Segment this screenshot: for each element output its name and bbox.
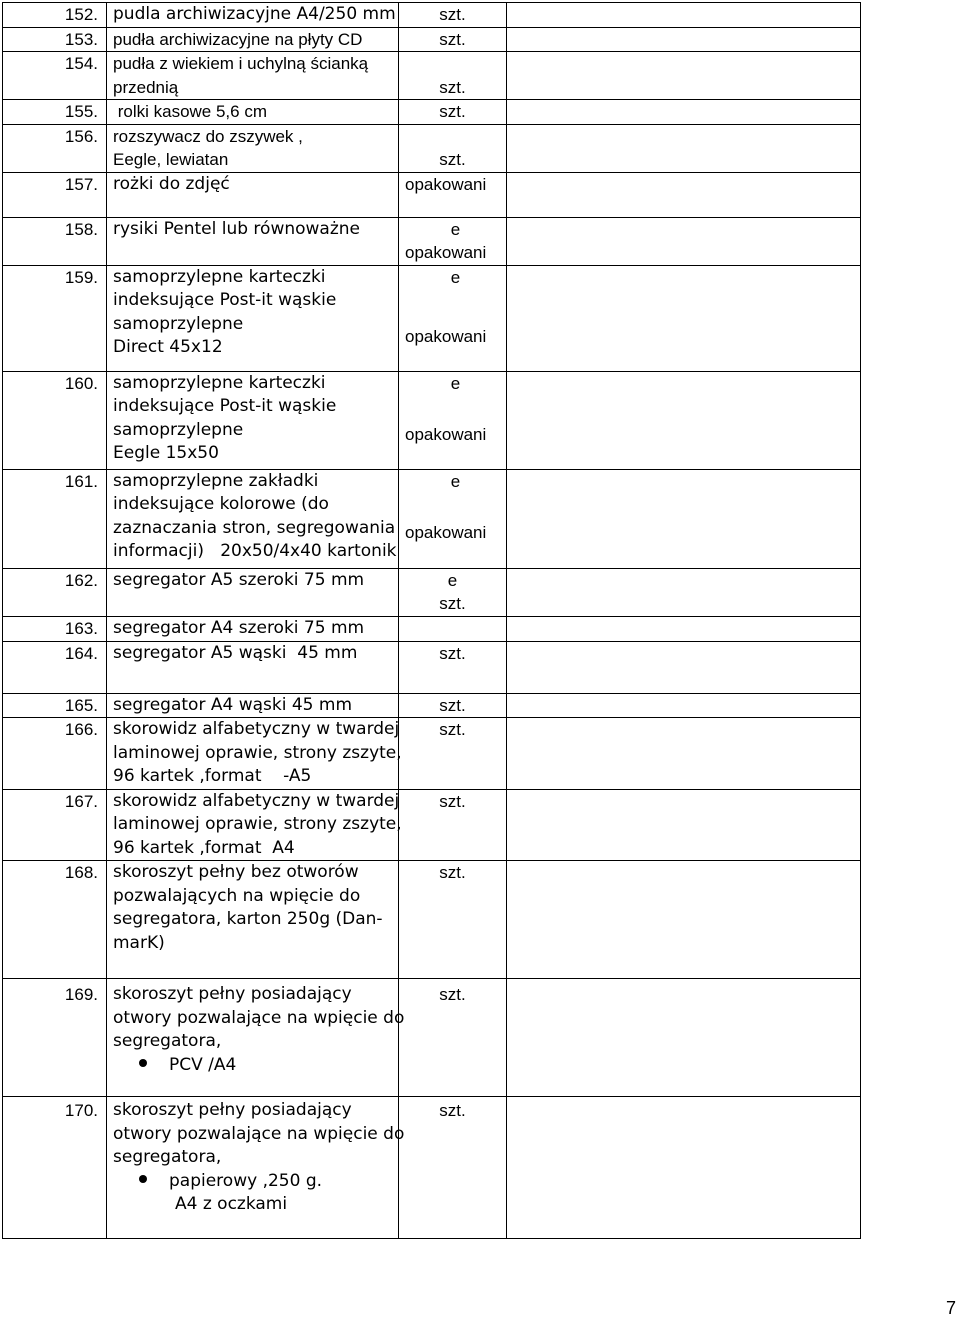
item-unit — [399, 616, 507, 641]
bullet-icon — [139, 1059, 147, 1067]
table-row — [3, 217, 861, 265]
item-unit: szt. — [399, 718, 507, 790]
item-unit: opakowani — [399, 172, 507, 217]
row-number: 164. — [3, 641, 107, 693]
item-name: pudła archiwizacyjne na płyty CD — [107, 27, 399, 52]
item-unit: szt. — [399, 789, 507, 861]
item-unit: szt. — [399, 1097, 507, 1239]
empty-cell — [507, 217, 861, 265]
row-number: 159. — [3, 265, 107, 371]
item-name: rożki do zdjęć — [107, 172, 399, 217]
bullet-item: papierowy ,250 g. — [113, 1170, 398, 1194]
item-name: samoprzylepne karteczki indeksujące Post-it wąskie samoprzylepne Eegle 15x50 — [107, 371, 399, 469]
row-number: 154. — [3, 52, 107, 100]
row-number: 170. — [3, 1097, 107, 1239]
table-row — [3, 3, 861, 28]
row-number: 163. — [3, 616, 107, 641]
row-number: 155. — [3, 100, 107, 125]
row-number: 167. — [3, 789, 107, 861]
bullet-item: PCV /A4 — [113, 1054, 398, 1078]
item-name: samoprzylepne karteczki indeksujące Post-it wąskie samoprzylepne Direct 45x12 — [107, 265, 399, 371]
item-unit: e opakowani — [399, 371, 507, 469]
empty-cell — [507, 568, 861, 616]
item-unit: szt. — [399, 693, 507, 718]
empty-cell — [507, 979, 861, 1097]
row-number: 156. — [3, 124, 107, 172]
empty-cell — [507, 861, 861, 979]
table-row — [3, 641, 861, 693]
empty-cell — [507, 27, 861, 52]
empty-cell — [507, 718, 861, 790]
row-number: 162. — [3, 568, 107, 616]
table-row — [3, 27, 861, 52]
table-row — [3, 861, 861, 979]
empty-cell — [507, 616, 861, 641]
table-row — [3, 172, 861, 217]
item-name: segregator A4 wąski 45 mm — [107, 693, 399, 718]
bullet-icon — [139, 1175, 147, 1183]
item-name: skoroszyt pełny bez otworów pozwalających na wpięcie do segregatora, karton 250g (Dan- marK) — [107, 861, 399, 979]
table-row — [3, 789, 861, 861]
table-row — [3, 371, 861, 469]
table-row — [3, 265, 861, 371]
table-row — [3, 124, 861, 172]
item-name: segregator A4 szeroki 75 mm — [107, 616, 399, 641]
table-row — [3, 979, 861, 1097]
item-name: segregator A5 szeroki 75 mm — [107, 568, 399, 616]
item-name: rozszywacz do zszywek , Eegle, lewiatan — [107, 124, 399, 172]
empty-cell — [507, 124, 861, 172]
item-unit: szt. — [399, 979, 507, 1097]
row-number: 160. — [3, 371, 107, 469]
row-number: 158. — [3, 217, 107, 265]
item-unit: szt. — [399, 3, 507, 28]
item-name: samoprzylepne zakładki indeksujące kolorowe (do zaznaczania stron, segregowania informacji) 20x50/4x40 kartonik — [107, 469, 399, 568]
empty-cell — [507, 789, 861, 861]
table-row — [3, 616, 861, 641]
item-unit: szt. — [399, 52, 507, 100]
item-unit: e opakowani — [399, 265, 507, 371]
item-unit: szt. — [399, 861, 507, 979]
empty-cell — [507, 265, 861, 371]
table-row — [3, 100, 861, 125]
item-unit: e opakowani — [399, 217, 507, 265]
row-number: 166. — [3, 718, 107, 790]
empty-cell — [507, 641, 861, 693]
item-name: pudła z wiekiem i uchylną ścianką przednią — [107, 52, 399, 100]
item-name: rolki kasowe 5,6 cm — [107, 100, 399, 125]
item-unit: e szt. — [399, 568, 507, 616]
empty-cell — [507, 371, 861, 469]
empty-cell — [507, 1097, 861, 1239]
empty-cell — [507, 693, 861, 718]
item-name: skorowidz alfabetyczny w twardej laminowej oprawie, strony zszyte, 96 kartek ,format A4 — [107, 789, 399, 861]
row-number: 161. — [3, 469, 107, 568]
item-name: skoroszyt pełny posiadający otwory pozwalające na wpięcie do segregatora, PCV /A4 — [107, 979, 399, 1097]
table-row — [3, 718, 861, 790]
item-name: segregator A5 wąski 45 mm — [107, 641, 399, 693]
table-row — [3, 1097, 861, 1239]
row-number: 152. — [3, 3, 107, 28]
empty-cell — [507, 52, 861, 100]
table-row — [3, 568, 861, 616]
row-number: 169. — [3, 979, 107, 1097]
table-row — [3, 469, 861, 568]
empty-cell — [507, 172, 861, 217]
item-name: skorowidz alfabetyczny w twardej laminowej oprawie, strony zszyte, 96 kartek ,format -A5 — [107, 718, 399, 790]
row-number: 157. — [3, 172, 107, 217]
item-name: skoroszyt pełny posiadający otwory pozwalające na wpięcie do segregatora, papierowy ,250 g. A4 z oczkami — [107, 1097, 399, 1239]
table-row — [3, 693, 861, 718]
page-number: 7 — [945, 1298, 956, 1318]
row-number: 165. — [3, 693, 107, 718]
item-unit: szt. — [399, 641, 507, 693]
empty-cell — [507, 100, 861, 125]
empty-cell — [507, 3, 861, 28]
item-unit: szt. — [399, 27, 507, 52]
item-name: pudla archiwizacyjne A4/250 mm — [107, 3, 399, 28]
item-unit: szt. — [399, 124, 507, 172]
row-number: 168. — [3, 861, 107, 979]
row-number: 153. — [3, 27, 107, 52]
item-unit: szt. — [399, 100, 507, 125]
items-table — [2, 2, 861, 1239]
item-name: rysiki Pentel lub równoważne — [107, 217, 399, 265]
item-unit: e opakowani — [399, 469, 507, 568]
empty-cell — [507, 469, 861, 568]
table-row — [3, 52, 861, 100]
